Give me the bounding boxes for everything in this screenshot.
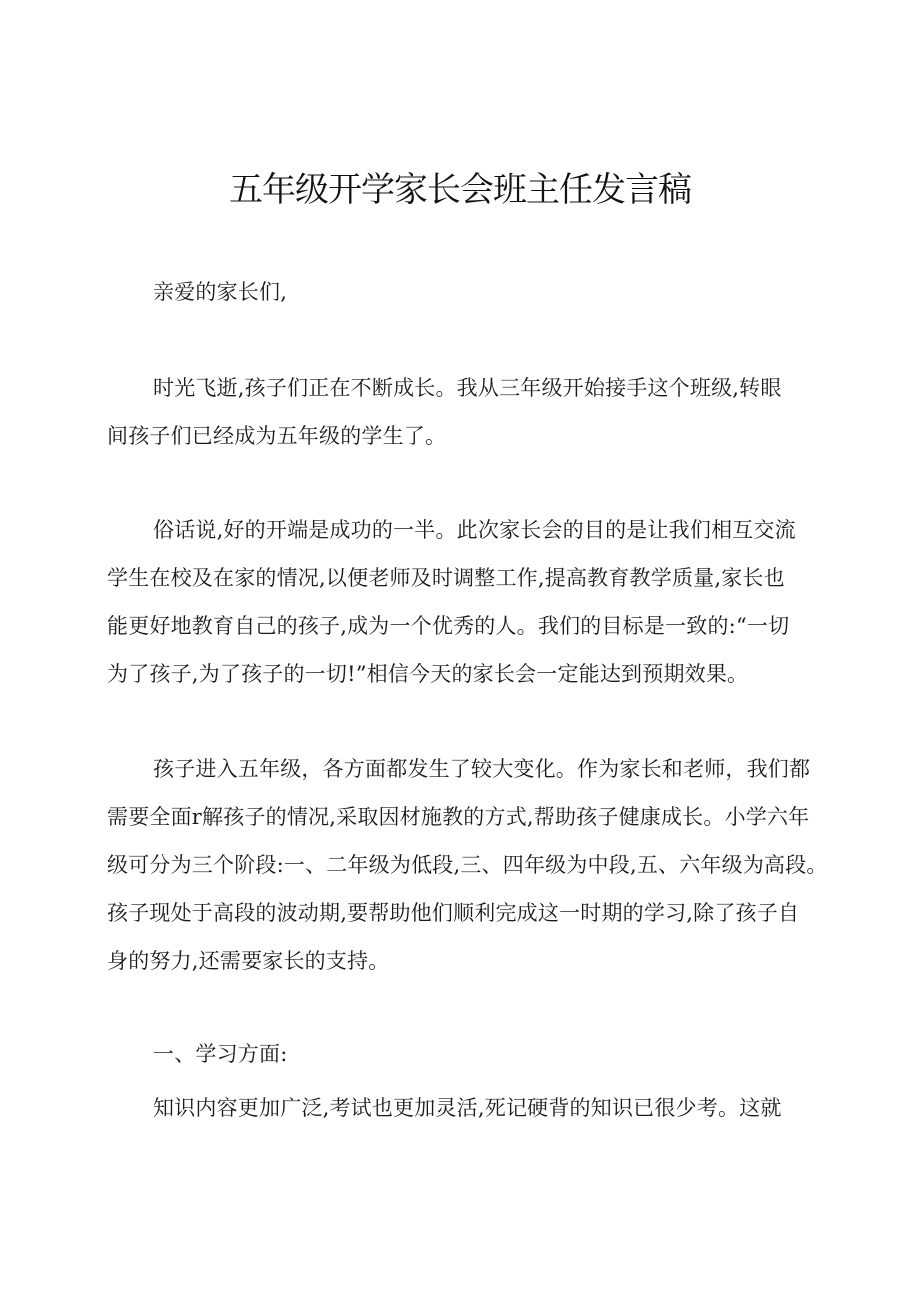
- paragraph-line: 学生在校及在家的情况,以便老师及时调整工作,提高教育教学质量,家长也: [107, 566, 785, 590]
- paragraph-line: 孩子现处于高段的波动期,要帮助他们顺利完成这一时期的学习,除了孩子自: [107, 901, 800, 925]
- paragraph-line: 知识内容更加广泛,考试也更加灵活,死记硬背的知识已很少考。这就: [153, 1096, 782, 1120]
- section-heading: [107, 1030, 827, 1078]
- paragraph-line: 间孩子们已经成为五年级的学生了。: [107, 424, 447, 448]
- paragraph-line: 需要全面r解孩子的情况,采取因材施教的方式,帮助孩子健康成长。小学六年: [107, 805, 810, 829]
- paragraph-line: 级可分为三个阶段:一、二年级为低段,三、四年级为中段,五、六年级为高段。: [107, 853, 828, 877]
- document-title: 五年级开学家长会班主任发言稿: [229, 170, 691, 210]
- section-heading-text: 一、学习方面:: [153, 1042, 288, 1066]
- paragraph-line: 孩子进入五年级，各方面都发生了较大变化。作为家长和老师，我们都: [153, 757, 811, 781]
- paragraph-line: 身的努力,还需要家长的支持。: [107, 949, 390, 973]
- paragraph-line: 为了孩子,为了孩子的一切!”相信今天的家长会一定能达到预期效果。: [107, 662, 749, 686]
- salutation: [107, 268, 827, 316]
- salutation-text: 亲爱的家长们,: [153, 280, 288, 304]
- paragraph-line: 能更好地教育自己的孩子,成为一个优秀的人。我们的目标是一致的:“一切: [107, 614, 790, 638]
- paragraph-3: [107, 745, 827, 985]
- paragraph-line: 时光飞逝,孩子们正在不断成长。我从三年级开始接手这个班级,转眼: [153, 376, 782, 400]
- paragraph-2: [107, 506, 827, 698]
- paragraph-1: [107, 364, 827, 460]
- section-paragraph: [107, 1084, 827, 1132]
- paragraph-line: 俗话说,好的开端是成功的一半。此次家长会的目的是让我们相互交流: [153, 518, 796, 542]
